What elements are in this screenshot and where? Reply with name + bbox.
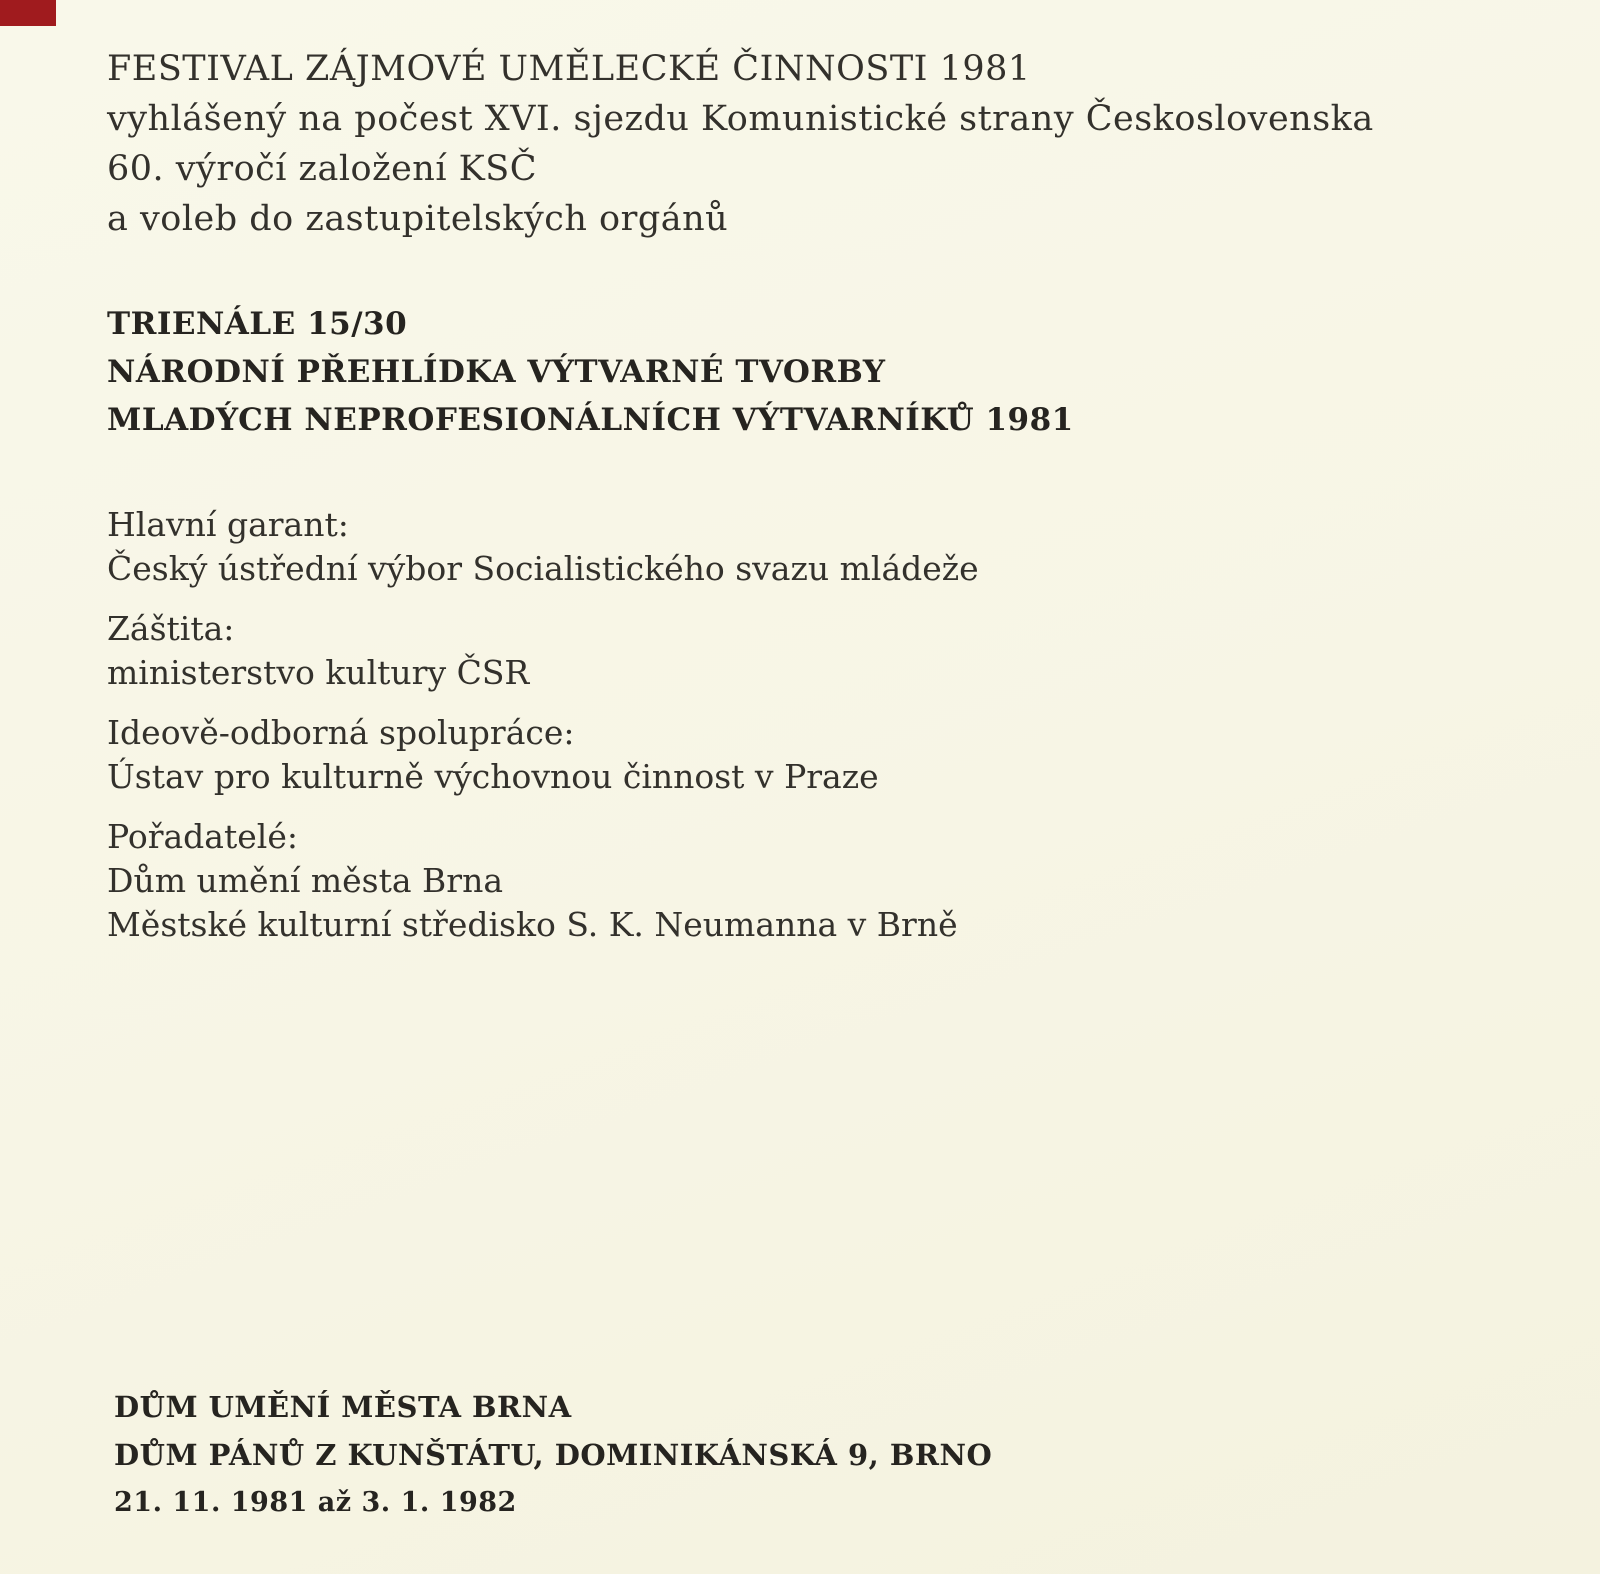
credit-value: Ústav pro kulturně výchovnou činnost v Praze [107,757,879,796]
credit-value: Český ústřední výbor Socialistického svazu mládeže [107,549,979,588]
credit-value: ministerstvo kultury ČSR [107,653,530,692]
festival-header [107,44,1374,244]
credit-value: Městské kulturní středisko S. K. Neumanna v Brně [107,905,958,944]
credit-group-auspices [107,607,979,695]
credit-value: Dům umění města Brna [107,861,503,900]
credit-label: Ideově-odborná spolupráce: [107,713,575,752]
corner-red-mark [0,0,56,26]
exhibition-title-line-3: MLADÝCH NEPROFESIONÁLNÍCH VÝTVARNÍKŮ 1981 [107,402,1074,438]
venue-name: DŮM UMĚNÍ MĚSTA BRNA [114,1390,572,1424]
festival-title-line: FESTIVAL ZÁJMOVÉ UMĚLECKÉ ČINNOSTI 1981 [107,49,1031,89]
festival-dedication-line: vyhlášený na počest XVI. sjezdu Komunistické strany Československa [107,99,1374,139]
venue-footer [114,1383,992,1527]
venue-address: DŮM PÁNŮ Z KUNŠTÁTU, DOMINIKÁNSKÁ 9, BRNO [114,1438,993,1472]
credit-label: Záštita: [107,609,235,648]
exhibition-title-line-2: NÁRODNÍ PŘEHLÍDKA VÝTVARNÉ TVORBY [107,354,886,390]
credit-group-cooperation [107,711,979,799]
credit-label: Hlavní garant: [107,505,349,544]
credit-group-guarantor [107,503,979,591]
credit-label: Pořadatelé: [107,817,298,856]
exhibition-dates: 21. 11. 1981 až 3. 1. 1982 [114,1487,517,1518]
credits-section [107,503,979,963]
exhibition-title-line-1: TRIENÁLE 15/30 [107,306,408,342]
exhibition-title [107,300,1074,444]
credit-group-organizers [107,815,979,947]
festival-anniversary-line: 60. výročí založení KSČ [107,149,538,189]
festival-elections-line: a voleb do zastupitelských orgánů [107,199,729,239]
